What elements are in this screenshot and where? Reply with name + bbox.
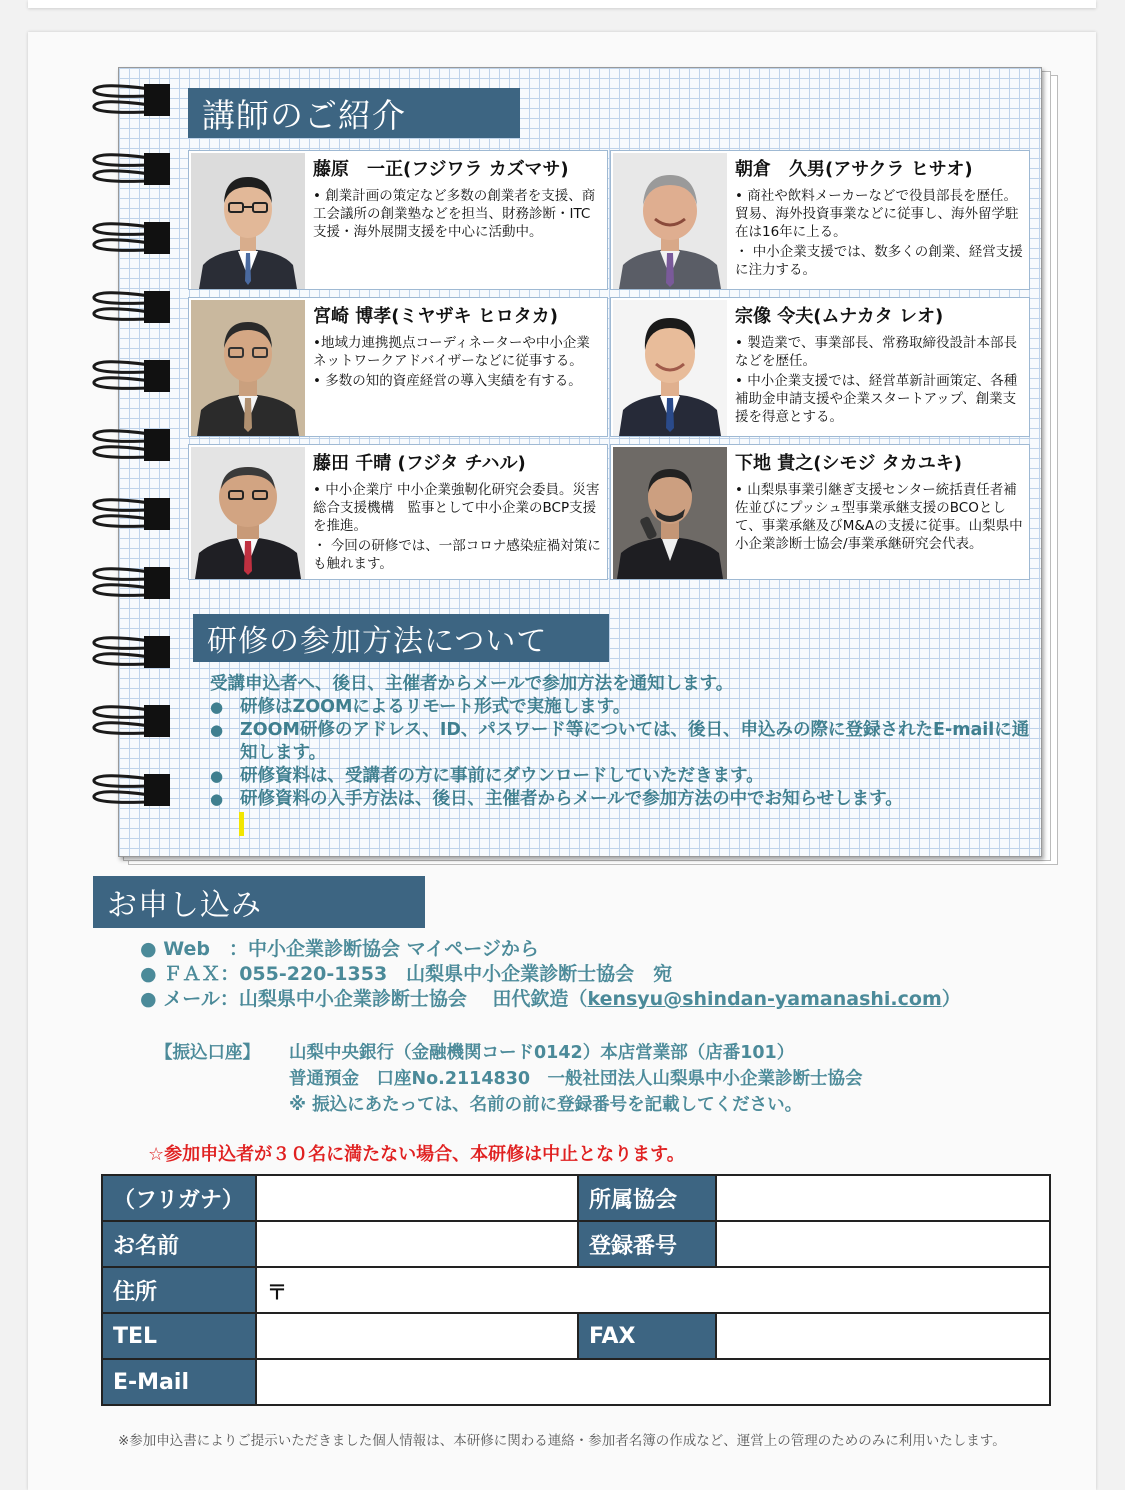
instructor-card [610, 150, 1030, 290]
bank-label: 【振込口座】 [155, 1043, 260, 1063]
method-bullet: ● 研修はZOOMによるリモート形式で実施します。 [210, 696, 1030, 719]
person-portrait-icon [191, 300, 305, 436]
method-bullet: ● 研修資料は、受講者の方に事前にダウンロードしていただきます。 [210, 765, 1030, 788]
instructor-description [735, 481, 1023, 555]
instructor-name: 朝倉 久男(アサクラ ヒサオ) [735, 159, 973, 180]
tel-field[interactable] [256, 1313, 578, 1359]
person-portrait-icon [613, 447, 727, 579]
bank-line2: 普通預金 口座No.2114830 一般社団法人山梨県中小企業診断士協会 [289, 1069, 863, 1089]
instructor-description [313, 334, 601, 392]
postal-mark: 〒 [267, 1279, 287, 1304]
spiral-ring-icon [88, 356, 178, 400]
instructor-bullet: • 製造業で、事業部長、常務取締役設計本部長などを歴任。 [735, 335, 1017, 369]
method-text [210, 673, 1030, 811]
name-field[interactable] [256, 1221, 578, 1267]
instructor-bullet: • 中小企業庁 中小企業強靭化研究会委員。災害総合支援機構 監事として中小企業のBCP支援を推進。 [313, 482, 600, 534]
instructor-card [610, 444, 1030, 580]
apply-mail-close: ） [941, 988, 961, 1010]
person-portrait-icon [191, 447, 305, 579]
application-form [101, 1174, 1051, 1406]
instructor-name: 藤田 千晴 (フジタ チハル) [313, 453, 526, 474]
instructor-bullet: • 山梨県事業引継ぎ支援センター統括責任者補佐並びにプッシュ型事業承継支援のBCOとして、事業承継及びM&Aの支援に従事。山梨県中小企業診断士協会/事業承継研究会代表。 [735, 482, 1023, 552]
instructor-name: 宮崎 博孝(ミヤザキ ヒロタカ) [313, 306, 558, 327]
label-fax: FAX [578, 1313, 716, 1359]
apply-mail [140, 987, 961, 1012]
instructor-photo [613, 300, 727, 434]
person-portrait-icon [613, 300, 727, 436]
instructor-card [188, 150, 608, 290]
bank-note: ※ 振込にあたっては、名前の前に登録番号を記載してください。 [289, 1095, 803, 1115]
label-tel: TEL [102, 1313, 256, 1359]
spiral-ring-icon [88, 494, 178, 538]
affiliation-field[interactable] [716, 1175, 1050, 1221]
spiral-ring-icon [88, 80, 178, 124]
instructor-photo [191, 153, 305, 287]
method-intro: 受講申込者へ、後日、主催者からメールで参加方法を通知します。 [210, 674, 734, 694]
bank-info [155, 1040, 863, 1118]
spiral-ring-icon [88, 632, 178, 676]
instructor-photo [613, 447, 727, 577]
instructor-card [188, 444, 608, 580]
label-reg-no: 登録番号 [578, 1221, 716, 1267]
instructor-bullet: • 多数の知的資産経営の導入実績を有する。 [313, 373, 582, 389]
instructor-bullet: ・ 中小企業支援では、数多くの創業、経営支援に注力する。 [735, 244, 1023, 278]
apply-fax: ● ＦＡＸ：055-220-1353 山梨県中小企業診断士協会 宛 [140, 963, 673, 985]
privacy-footnote: ※参加申込書によりご提示いただきました個人情報は、本研修に関わる連絡・参加者名簿の作成など、運営上の管理のためのみに利用いたします。 [118, 1433, 1006, 1449]
text-cursor-mark [239, 812, 244, 836]
spiral-ring-icon [88, 563, 178, 607]
instructor-description [313, 187, 601, 243]
email-link[interactable]: kensyu@shindan-yamanashi.com [587, 988, 942, 1010]
label-furigana: （フリガナ） [102, 1175, 256, 1221]
email-field[interactable] [256, 1359, 1050, 1405]
instructors-heading: 講師のご紹介 [188, 88, 520, 138]
instructor-bullet: • 商社や飲料メーカーなどで役員部長を歴任。貿易、海外投資事業などに従事し、海外留学駐在は16年に上る。 [735, 188, 1019, 240]
instructor-bullet: • 中小企業支援では、経営革新計画策定、各種補助金申請支援や企業スタートアップ、創業支援を得意とする。 [735, 373, 1018, 425]
instructor-bullet: ・ 今回の研修では、一部コロナ感染症禍対策にも触れます。 [313, 538, 601, 572]
cancellation-warning: ☆参加申込者が３０名に満たない場合、本研修は中止となります。 [148, 1144, 685, 1165]
application-methods [140, 937, 961, 1012]
label-affiliation: 所属協会 [578, 1175, 716, 1221]
spiral-ring-icon [88, 149, 178, 193]
instructor-photo [613, 153, 727, 287]
bank-line1: 山梨中央銀行（金融機関コード0142）本店営業部（店番101） [289, 1043, 795, 1063]
previous-page-edge [28, 0, 1096, 8]
furigana-field[interactable] [256, 1175, 578, 1221]
spiral-ring-icon [88, 287, 178, 331]
instructor-card [188, 297, 608, 437]
method-bullet: ● 研修資料の入手方法は、後日、主催者からメールで参加方法の中でお知らせします。 [210, 788, 1030, 811]
spiral-ring-icon [88, 425, 178, 469]
apply-mail-label: ● メール：山梨県中小企業診断士協会 田代欽造（ [140, 988, 588, 1010]
person-portrait-icon [613, 153, 727, 289]
method-heading: 研修の参加方法について [193, 614, 609, 662]
fax-field[interactable] [716, 1313, 1050, 1359]
label-address: 住所 [102, 1267, 256, 1313]
instructor-bullet: •地域力連携拠点コーディネーターや中小企業ネットワークアドバイザーなどに従事する。 [313, 335, 590, 369]
apply-web: ● Web ：中小企業診断協会 マイページから [140, 938, 539, 960]
method-bullet: ● ZOOM研修のアドレス、ID、パスワード等については、後日、申込みの際に登録されたE-mailに通知します。 [210, 719, 1030, 765]
instructor-description [735, 334, 1023, 428]
instructor-name: 藤原 一正(フジワラ カズマサ) [313, 159, 569, 180]
instructor-card [610, 297, 1030, 437]
label-email: E-Mail [102, 1359, 256, 1405]
instructor-description [313, 481, 601, 575]
instructor-photo [191, 447, 305, 577]
reg-no-field[interactable] [716, 1221, 1050, 1267]
person-portrait-icon [191, 153, 305, 289]
spiral-ring-icon [88, 770, 178, 814]
instructor-name: 下地 貴之(シモジ タカユキ) [735, 453, 962, 474]
application-heading: お申し込み [93, 876, 425, 928]
spiral-ring-icon [88, 701, 178, 745]
instructor-photo [191, 300, 305, 434]
instructor-name: 宗像 令夫(ムナカタ レオ) [735, 306, 944, 327]
address-field[interactable] [256, 1267, 1050, 1313]
label-name: お名前 [102, 1221, 256, 1267]
instructor-description [735, 187, 1023, 281]
instructor-bullet: • 創業計画の策定など多数の創業者を支援、商工会議所の創業塾などを担当、財務診断・ITC支援・海外展開支援を中心に活動中。 [313, 188, 596, 240]
spiral-ring-icon [88, 218, 178, 262]
